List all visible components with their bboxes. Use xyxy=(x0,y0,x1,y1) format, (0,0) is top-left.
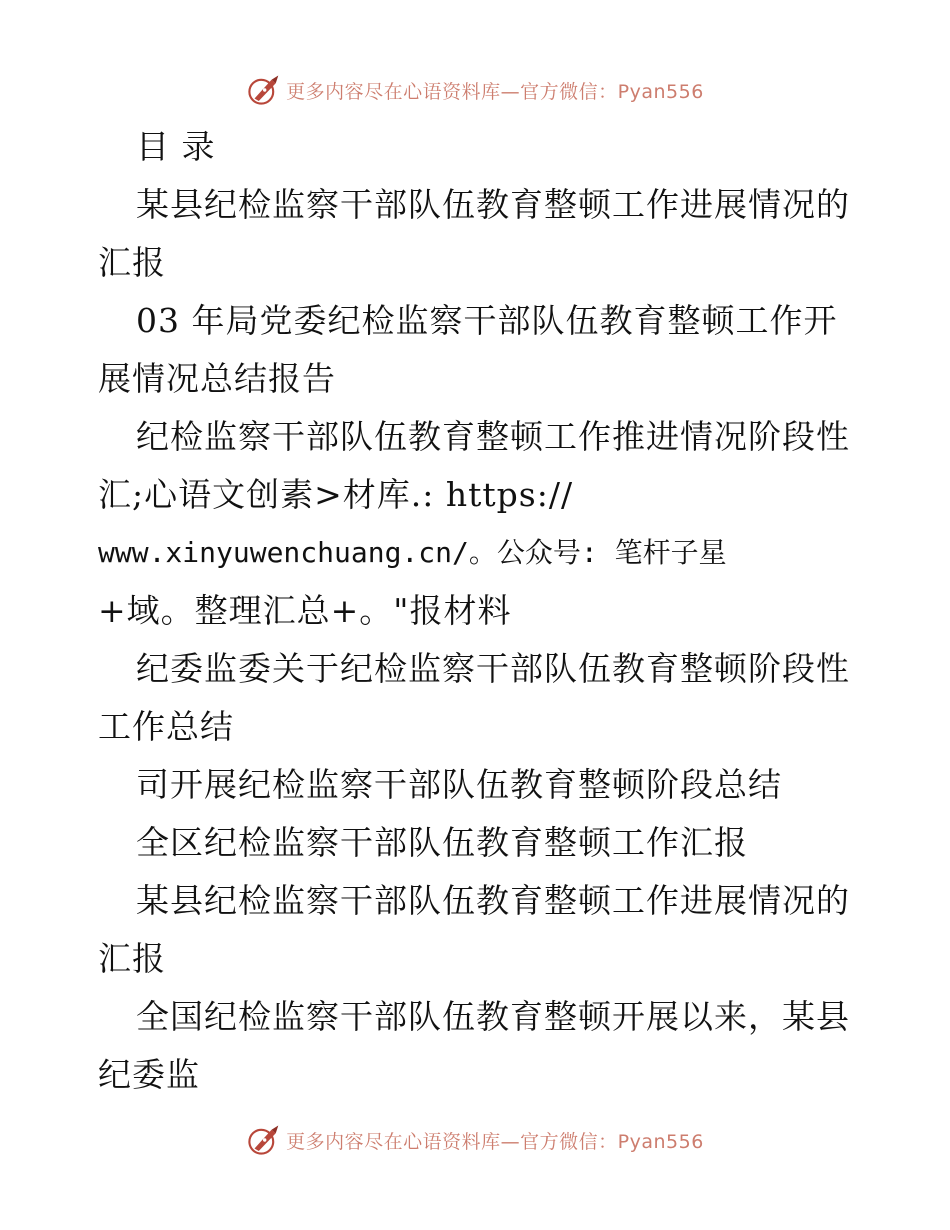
paragraph-line: 纪委监 xyxy=(98,1055,200,1094)
toc-entry-line: 纪检监察干部队伍教育整顿工作推进情况阶段性 xyxy=(136,417,850,456)
toc-entry-line: 某县纪检监察干部队伍教育整顿工作进展情况的 xyxy=(136,185,850,224)
toc-entry-line: 汇报 xyxy=(98,243,166,282)
section-heading-line: 某县纪检监察干部队伍教育整顿工作进展情况的 xyxy=(136,881,850,920)
section-heading-line: 汇报 xyxy=(98,939,166,978)
toc-entry-line: 展情况总结报告 xyxy=(98,359,336,398)
paragraph-line: 全国纪检监察干部队伍教育整顿开展以来，某县 xyxy=(136,997,850,1036)
footer-watermark-text: 更多内容尽在心语资料库—官方微信：Pyan556 xyxy=(286,1130,704,1153)
toc-entry-line: www.xinyuwenchuang.cn/。公众号: 笔杆子星 xyxy=(98,536,727,569)
document-body xyxy=(98,118,858,1104)
footer-watermark xyxy=(0,1120,950,1160)
header-watermark-text: 更多内容尽在心语资料库—官方微信：Pyan556 xyxy=(286,80,704,103)
header-watermark xyxy=(0,70,950,110)
toc-entry-line: 纪委监委关于纪检监察干部队伍教育整顿阶段性 xyxy=(136,649,850,688)
pen-nib-logo-icon xyxy=(246,1123,280,1157)
toc-entry-line: 全区纪检监察干部队伍教育整顿工作汇报 xyxy=(136,823,748,862)
pen-nib-logo-icon xyxy=(246,73,280,107)
toc-entry-line: 司开展纪检监察干部队伍教育整顿阶段总结 xyxy=(136,765,782,804)
toc-entry-line: +域。整理汇总+。"报材料 xyxy=(98,591,512,630)
toc-entry-line: 汇;心语文创素>材库.: https:// xyxy=(98,475,574,514)
toc-title: 目 录 xyxy=(136,127,216,166)
toc-entry-line: 03 年局党委纪检监察干部队伍教育整顿工作开 xyxy=(136,301,838,340)
toc-entry-line: 工作总结 xyxy=(98,707,234,746)
